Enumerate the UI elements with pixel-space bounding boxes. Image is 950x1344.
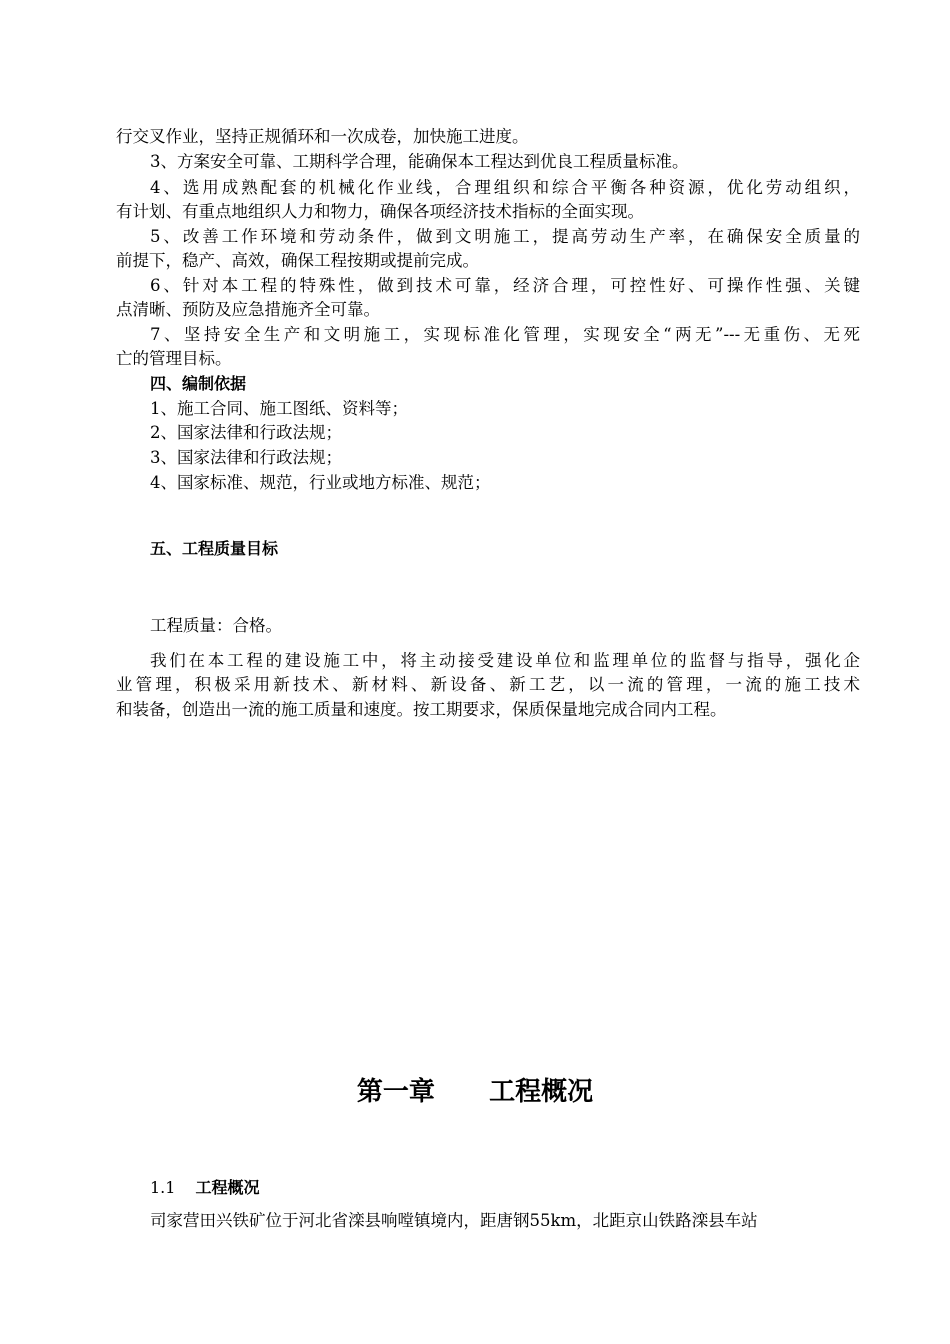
basis-item-1: 1、施工合同、施工图纸、资料等； <box>150 399 408 418</box>
objective-item-6-cont: 点清晰、预防及应急措施齐全可靠。 <box>116 300 380 319</box>
section-title: 工程概况 <box>195 1178 260 1197</box>
basis-item-4: 4、国家标准、规范，行业或地方标准、规范； <box>150 473 491 492</box>
objective-item-3: 3、方案安全可靠、工期科学合理，能确保本工程达到优良工程质量标准。 <box>150 152 689 171</box>
basis-item-2: 2、国家法律和行政法规； <box>150 423 342 442</box>
quality-paragraph-line-3: 和装备，创造出一流的施工质量和速度。按工期要求，保质保量地完成合同内工程。 <box>116 700 727 719</box>
section-number: 1.1 <box>150 1178 176 1197</box>
overview-first-line: 司家营田兴铁矿位于河北省滦县响嘡镇境内，距唐钢55km，北距京山铁路滦县车站 <box>150 1211 758 1230</box>
section-heading-overview <box>150 1176 860 1200</box>
quality-paragraph-line-1: 我们在本工程的建设施工中，将主动接受建设单位和监理单位的监督与指导，强化企 <box>150 651 860 670</box>
quality-paragraph-line-2: 业管理，积极采用新技术、新材料、新设备、新工艺，以一流的管理，一流的施工技术 <box>116 675 860 694</box>
section-heading-basis: 四、编制依据 <box>150 374 247 393</box>
quality-statement: 工程质量：合格。 <box>150 616 282 635</box>
objective-item-5: 5、改善工作环境和劳动条件，做到文明施工，提高劳动生产率，在确保安全质量的 <box>150 227 860 246</box>
objective-line-1: 行交叉作业，坚持正规循环和一次成卷，加快施工进度。 <box>116 127 529 146</box>
objective-item-6: 6、针对本工程的特殊性，做到技术可靠，经济合理，可控性好、可操作性强、关键 <box>150 276 860 295</box>
chapter-title: 第一章 工程概况 <box>356 1077 594 1107</box>
objective-item-5-cont: 前提下，稳产、高效，确保工程按期或提前完成。 <box>116 251 479 270</box>
basis-item-3: 3、国家法律和行政法规； <box>150 448 342 467</box>
section-heading-quality: 五、工程质量目标 <box>150 539 279 558</box>
objective-item-7-cont: 亡的管理目标。 <box>116 349 232 368</box>
objective-item-7: 7、坚持安全生产和文明施工，实现标准化管理，实现安全“两无”---无重伤、无死 <box>150 325 860 344</box>
objective-item-4-cont: 有计划、有重点地组织人力和物力，确保各项经济技术指标的全面实现。 <box>116 202 644 221</box>
objective-item-4: 4、选用成熟配套的机械化作业线，合理组织和综合平衡各种资源，优化劳动组织， <box>150 178 860 197</box>
